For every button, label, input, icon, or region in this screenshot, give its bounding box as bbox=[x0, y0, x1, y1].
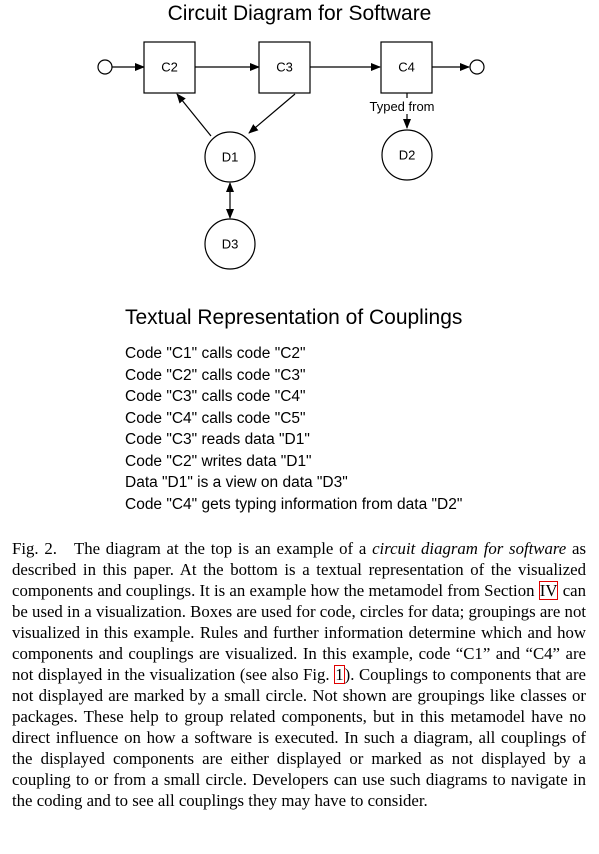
figure-reference-link[interactable]: 1 bbox=[335, 665, 344, 684]
node-c4-label: C4 bbox=[398, 59, 415, 75]
coupling-item: Code "C1" calls code "C2" bbox=[125, 345, 306, 362]
figure-title: Circuit Diagram for Software bbox=[167, 2, 432, 25]
node-d2-label: D2 bbox=[398, 147, 416, 163]
caption-label: Fig. 2. bbox=[12, 539, 57, 558]
undisplayed-source-circle bbox=[98, 60, 112, 74]
caption-text-4: ). Couplings to components that are not displayed are marked by a small circle. Not shown are groupings like classes or packages. These help to group related components, but in this metamodel have no direct influence on how a software is executed. In such a diagram, all couplings of the displayed components are either displayed or marked as not displayed by a coupling to or from a small circle. Developers can use such diagrams to navigate in the coding and to see all couplings they may have to consider. bbox=[12, 665, 587, 810]
node-c3 bbox=[259, 42, 310, 93]
coupling-item: Code "C2" calls code "C3" bbox=[125, 366, 306, 384]
couplings-list bbox=[125, 343, 462, 515]
coupling-item: Code "C3" reads data "D1" bbox=[125, 431, 310, 448]
edge-label-typed-from: Typed from bbox=[369, 99, 435, 114]
edge-d1-c2 bbox=[177, 94, 211, 136]
node-d3-label: D3 bbox=[221, 236, 239, 252]
coupling-item: Code "C2" writes data "D1" bbox=[125, 452, 312, 470]
caption-text-3: can be used in a visualization. Boxes are used for code, circles for data; groupings are not visualized in this example. Rules and further information determine which and how components and couplings are visualized. In this example, code “C1” and “C4” are not displayed in the visualization (see also Fig. bbox=[12, 581, 586, 684]
node-c2-label: C2 bbox=[161, 59, 178, 75]
node-c2 bbox=[144, 42, 195, 93]
node-c4 bbox=[381, 42, 432, 93]
node-c3-label: C3 bbox=[276, 59, 293, 75]
textual-representation-title: Textual Representation of Couplings bbox=[125, 306, 463, 329]
coupling-item: Code "C4" gets typing information from data "D2" bbox=[125, 495, 463, 513]
node-d2 bbox=[382, 130, 432, 180]
edge-c3-d1 bbox=[249, 94, 295, 133]
coupling-item: Code "C3" calls code "C4" bbox=[125, 388, 306, 405]
node-d1-label: D1 bbox=[221, 149, 239, 165]
undisplayed-target-circle bbox=[470, 60, 484, 74]
coupling-item: Code "C4" calls code "C5" bbox=[125, 409, 306, 427]
caption-text-1: The diagram at the top is an example of a bbox=[73, 539, 367, 558]
circuit-diagram bbox=[0, 0, 599, 290]
section-reference-link[interactable]: IV bbox=[539, 581, 558, 600]
coupling-item: Data "D1" is a view on data "D3" bbox=[125, 474, 348, 491]
caption-emphasis: circuit diagram for software bbox=[372, 539, 567, 558]
node-d1 bbox=[205, 132, 255, 182]
node-d3 bbox=[205, 219, 255, 269]
caption-text-2: as described in this paper. At the bottom is a textual representation of the visualized components and couplings. It is an example how the metamodel from Section bbox=[12, 539, 586, 600]
figure-caption bbox=[12, 538, 586, 811]
